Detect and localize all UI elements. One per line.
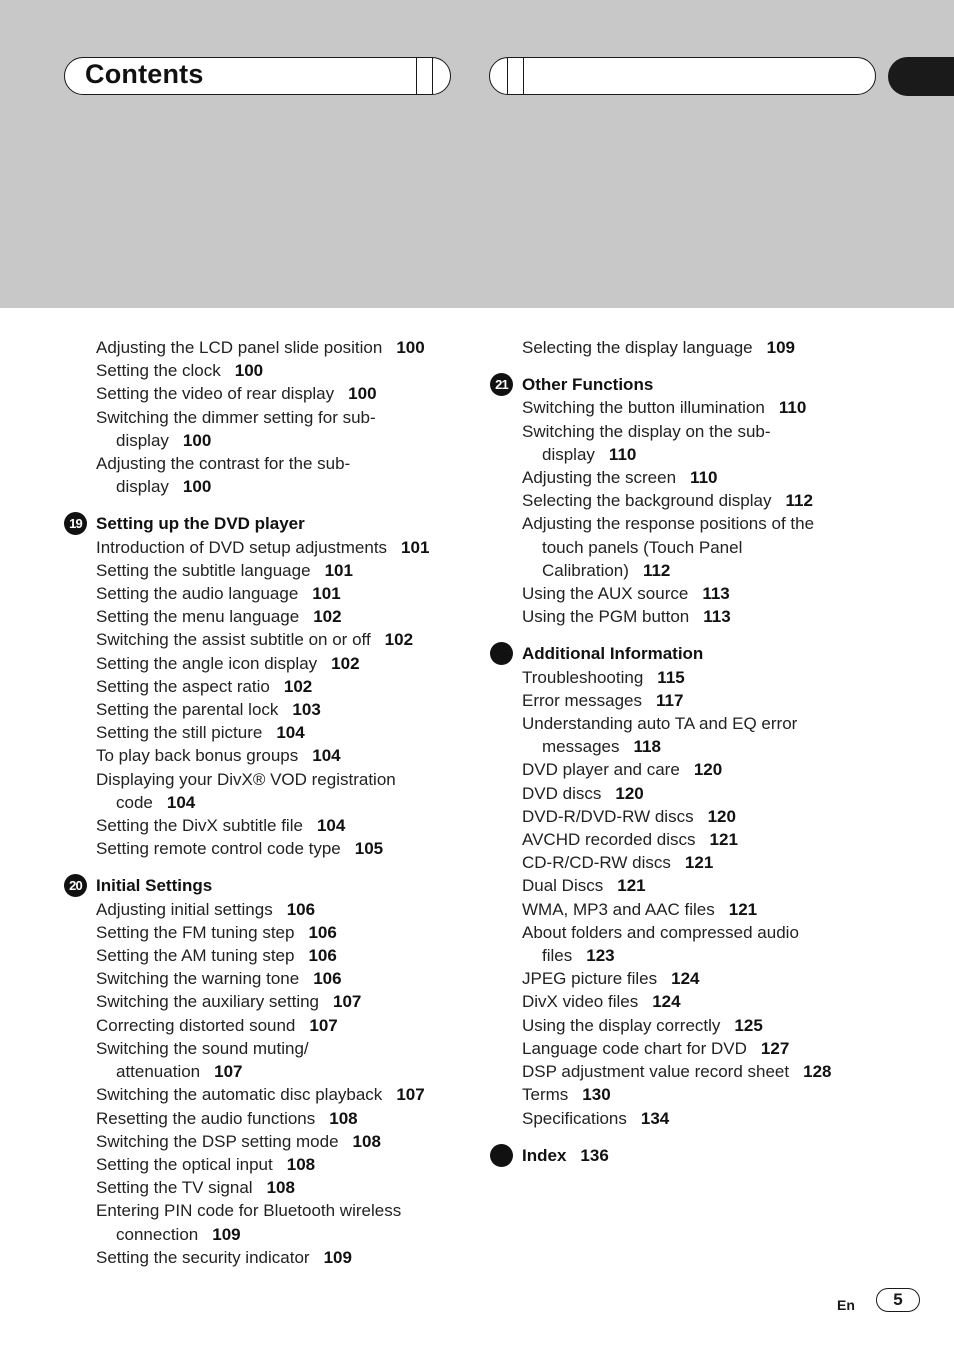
page-ref: 100 — [182, 477, 212, 497]
entry-text: Using the display correctly — [522, 1015, 721, 1035]
chapter-number-icon — [490, 642, 513, 665]
entry-text: AVCHD recorded discs — [522, 830, 696, 850]
toc-entry[interactable] — [64, 652, 464, 675]
page-ref: 109 — [323, 1247, 352, 1267]
page-ref: 120 — [707, 806, 736, 826]
toc-entry[interactable] — [64, 1153, 464, 1176]
entry-text: Troubleshooting — [522, 667, 644, 687]
entry-text: Selecting the display language — [522, 338, 753, 357]
toc-entry[interactable] — [64, 744, 464, 767]
entry-text: Setting remote control code type — [96, 839, 341, 859]
entry-text: JPEG picture files — [522, 969, 658, 989]
page-ref: 104 — [312, 746, 341, 766]
page-ref: 101 — [401, 537, 430, 557]
entry-text: Using the PGM button — [522, 607, 690, 627]
entry-text: DVD player and care — [522, 760, 680, 780]
toc-entry[interactable] — [490, 605, 890, 628]
chapter-number-icon: 21 — [490, 373, 513, 396]
toc-section-heading[interactable] — [64, 512, 464, 535]
toc-entry[interactable] — [64, 1246, 464, 1269]
page-ref: 121 — [684, 853, 714, 873]
entry-text: Selecting the background display — [522, 491, 772, 511]
blank-pill — [489, 57, 876, 95]
entry-text: Adjusting the contrast for the sub- — [96, 454, 351, 474]
toc-entry[interactable] — [64, 698, 464, 721]
section-title: Other Functions — [522, 375, 654, 395]
toc-entry[interactable] — [490, 712, 890, 758]
title-pill-notch — [416, 58, 433, 94]
toc-entry[interactable] — [490, 582, 890, 605]
toc-entry[interactable] — [490, 489, 890, 512]
toc-entry[interactable] — [64, 921, 464, 944]
page-ref: 121 — [728, 899, 758, 919]
toc-entry[interactable] — [64, 1130, 464, 1153]
page-ref: 100 — [396, 338, 425, 357]
entry-text: Using the AUX source — [522, 584, 689, 604]
section-title: Additional Information — [522, 644, 704, 664]
language-label: En — [837, 1297, 855, 1313]
entry-text: code 104 — [116, 792, 196, 812]
section-title: Initial Settings — [96, 876, 213, 896]
entry-text: Correcting distorted sound — [96, 1015, 296, 1035]
section-tab — [888, 57, 954, 96]
entry-text: connection 109 — [116, 1224, 241, 1244]
entry-text: touch panels (Touch Panel — [542, 537, 743, 557]
page-ref: 115 — [657, 667, 685, 687]
toc-entry[interactable] — [490, 1060, 890, 1083]
entry-text: Setting the FM tuning step — [96, 922, 295, 942]
entry-text: Language code chart for DVD — [522, 1038, 747, 1058]
page-ref: 109 — [766, 338, 795, 357]
entry-text: Setting the video of rear display — [96, 384, 335, 404]
toc-entry[interactable] — [64, 605, 464, 628]
page-ref: 104 — [166, 792, 196, 812]
toc-entry[interactable] — [490, 805, 890, 828]
toc-entry[interactable] — [490, 1014, 890, 1037]
entry-text: Switching the assist subtitle on or off — [96, 630, 371, 650]
title-pill — [64, 57, 451, 95]
entry-text: Adjusting the screen — [522, 468, 677, 488]
page-ref: 101 — [312, 584, 341, 604]
toc-entry[interactable] — [490, 782, 890, 805]
toc-entry[interactable] — [490, 336, 890, 359]
toc-entry[interactable] — [64, 1176, 464, 1199]
entry-text: Error messages — [522, 690, 642, 710]
page-ref: 112 — [642, 560, 671, 580]
page-ref: 102 — [384, 630, 414, 650]
page-ref: 109 — [212, 1224, 241, 1244]
page-ref: 107 — [396, 1085, 425, 1105]
page-ref: 100 — [348, 384, 377, 404]
entry-text: CD-R/CD-RW discs — [522, 853, 671, 873]
entry-text: Dual Discs — [522, 876, 604, 896]
entry-text: Setting the parental lock — [96, 700, 279, 720]
page-ref: 124 — [652, 992, 681, 1012]
toc-entry[interactable] — [64, 582, 464, 605]
page-ref: 117 — [655, 690, 684, 710]
chapter-number-icon: 20 — [64, 874, 87, 897]
entry-text: Switching the DSP setting mode — [96, 1131, 339, 1151]
toc-entry[interactable] — [64, 336, 464, 359]
toc-entry[interactable] — [490, 512, 890, 582]
entry-text: Setting the menu language — [96, 607, 300, 627]
toc-entry[interactable] — [64, 382, 464, 405]
entry-text: Specifications — [522, 1108, 627, 1128]
entry-text: Setting the AM tuning step — [96, 946, 295, 966]
page-ref: 112 — [785, 491, 813, 511]
entry-text: Setting the angle icon display — [96, 653, 318, 673]
page-ref: 108 — [352, 1131, 381, 1151]
entry-text: Entering PIN code for Bluetooth wireless — [96, 1201, 402, 1221]
page-ref: 136 — [580, 1145, 609, 1165]
page-ref: 105 — [354, 839, 384, 859]
page-ref: 128 — [803, 1062, 832, 1082]
page-ref: 121 — [709, 830, 738, 850]
page-ref: 120 — [615, 783, 644, 803]
page-ref: 106 — [308, 922, 337, 942]
entry-text: Switching the automatic disc playback — [96, 1085, 383, 1105]
toc-entry[interactable] — [490, 898, 890, 921]
page-ref: 113 — [703, 607, 731, 627]
entry-text: DVD discs — [522, 783, 602, 803]
entry-text: Switching the display on the sub- — [522, 421, 771, 441]
toc-section-heading[interactable] — [490, 1144, 890, 1167]
page-ref: 134 — [640, 1108, 670, 1128]
entry-text: display 110 — [542, 444, 637, 464]
toc-entry[interactable] — [490, 420, 890, 466]
entry-text: Resetting the audio functions — [96, 1108, 316, 1128]
entry-text: Adjusting initial settings — [96, 899, 273, 919]
toc-entry[interactable] — [64, 814, 464, 837]
toc-right-column — [490, 336, 890, 1167]
page-ref: 106 — [286, 899, 316, 919]
entry-text: Switching the auxiliary setting — [96, 992, 320, 1012]
entry-text: Setting the DivX subtitle file — [96, 816, 303, 836]
toc-entry[interactable] — [64, 559, 464, 582]
entry-text: Terms — [522, 1085, 569, 1105]
page-ref: 110 — [778, 398, 807, 418]
page-ref: 108 — [266, 1178, 295, 1198]
toc-entry[interactable] — [64, 1083, 464, 1106]
page-ref: 102 — [313, 607, 342, 627]
toc-entry[interactable] — [64, 536, 464, 559]
toc-entry[interactable] — [490, 874, 890, 897]
page-ref: 101 — [324, 560, 353, 580]
entry-text: Switching the dimmer setting for sub- — [96, 407, 376, 427]
entry-text: Switching the sound muting/ — [96, 1038, 309, 1058]
page-ref: 104 — [276, 723, 305, 743]
toc-section-heading[interactable] — [490, 373, 890, 396]
entry-text: WMA, MP3 and AAC files — [522, 899, 715, 919]
page-ref: 121 — [617, 876, 646, 896]
page-ref: 125 — [734, 1015, 763, 1035]
toc-entry[interactable] — [64, 359, 464, 382]
toc-entry[interactable] — [490, 396, 890, 419]
entry-text: files 123 — [542, 946, 615, 966]
entry-text: Introduction of DVD setup adjustments — [96, 537, 388, 557]
page-ref: 107 — [333, 992, 362, 1012]
entry-text: Setting the security indicator — [96, 1247, 310, 1267]
page-ref: 106 — [313, 969, 342, 989]
header-band — [0, 0, 954, 308]
page-ref: 104 — [316, 816, 346, 836]
page-ref: 110 — [608, 444, 637, 464]
blank-pill-notch — [507, 58, 524, 94]
entry-text: DivX video files — [522, 992, 639, 1012]
page-ref: 120 — [693, 760, 723, 780]
entry-text: Setting the still picture — [96, 723, 263, 743]
chapter-number-icon: 19 — [64, 512, 87, 535]
page-ref: 106 — [308, 946, 337, 966]
toc-entry[interactable] — [64, 967, 464, 990]
page-ref: 100 — [234, 361, 264, 381]
entry-text: Understanding auto TA and EQ error — [522, 714, 798, 734]
toc-entry[interactable] — [490, 1037, 890, 1060]
page-ref: 124 — [671, 969, 700, 989]
toc-entry[interactable] — [64, 721, 464, 744]
toc-entry[interactable] — [490, 758, 890, 781]
toc-entry[interactable] — [64, 837, 464, 860]
toc-entry[interactable] — [64, 1107, 464, 1130]
toc-entry[interactable] — [490, 666, 890, 689]
toc-entry[interactable] — [64, 944, 464, 967]
entry-text: Displaying your DivX® VOD registration — [96, 769, 396, 789]
section-title: Index — [522, 1145, 567, 1165]
page-ref: 130 — [582, 1085, 611, 1105]
toc-entry[interactable] — [64, 406, 464, 452]
entry-text: Switching the button illumination — [522, 398, 765, 418]
entry-text: messages 118 — [542, 737, 661, 757]
page-ref: 100 — [182, 430, 212, 450]
toc-entry[interactable] — [64, 898, 464, 921]
entry-text: Setting the audio language — [96, 584, 299, 604]
page-ref: 113 — [702, 584, 730, 604]
entry-text: attenuation 107 — [116, 1062, 243, 1082]
page-ref: 110 — [690, 468, 718, 488]
chapter-number-icon — [490, 1144, 513, 1167]
toc-entry[interactable] — [64, 768, 464, 814]
entry-text: Switching the warning tone — [96, 969, 300, 989]
toc-entry[interactable] — [64, 1037, 464, 1083]
page-ref: 108 — [286, 1154, 316, 1174]
page-ref: 107 — [214, 1062, 243, 1082]
page-ref: 127 — [760, 1038, 790, 1058]
entry-text: DVD-R/DVD-RW discs — [522, 806, 694, 826]
toc-entry[interactable] — [64, 675, 464, 698]
entry-text: display 100 — [116, 430, 212, 450]
toc-entry[interactable] — [490, 1083, 890, 1106]
toc-entry[interactable] — [490, 851, 890, 874]
toc-section-heading[interactable] — [64, 874, 464, 897]
entry-text: Setting the clock — [96, 361, 221, 381]
page-ref: 102 — [283, 676, 313, 696]
entry-text: Setting the optical input — [96, 1154, 273, 1174]
page-ref: 103 — [292, 700, 321, 720]
page-ref: 102 — [331, 653, 360, 673]
page-number: 5 — [876, 1288, 920, 1312]
toc-left-column — [64, 336, 464, 1269]
entry-text: About folders and compressed audio — [522, 922, 799, 942]
entry-text: DSP adjustment value record sheet — [522, 1062, 790, 1082]
entry-text: Adjusting the response positions of the — [522, 514, 815, 534]
page-ref: 118 — [633, 737, 661, 757]
entry-text: To play back bonus groups — [96, 746, 299, 766]
toc-entry[interactable] — [490, 967, 890, 990]
toc-entry[interactable] — [64, 452, 464, 498]
section-title: Setting up the DVD player — [96, 514, 305, 534]
toc-entry[interactable] — [64, 1199, 464, 1245]
page-ref: 108 — [329, 1108, 358, 1128]
toc-section-heading[interactable] — [490, 642, 890, 665]
entry-text: Adjusting the LCD panel slide position — [96, 338, 383, 357]
page-ref: 107 — [309, 1015, 338, 1035]
entry-text: display 100 — [116, 477, 212, 497]
toc-entry[interactable] — [490, 689, 890, 712]
toc-entry[interactable] — [490, 466, 890, 489]
page-title: Contents — [85, 59, 204, 89]
toc-entry[interactable] — [490, 990, 890, 1013]
entry-text: Calibration) 112 — [542, 560, 671, 580]
toc-entry[interactable] — [490, 828, 890, 851]
page-ref: 123 — [586, 946, 615, 966]
toc-entry[interactable] — [490, 1107, 890, 1130]
entry-text: Setting the TV signal — [96, 1178, 253, 1198]
toc-entry[interactable] — [64, 990, 464, 1013]
toc-entry[interactable] — [64, 628, 464, 651]
entry-text: Setting the subtitle language — [96, 560, 311, 580]
toc-entry[interactable] — [64, 1014, 464, 1037]
toc-entry[interactable] — [490, 921, 890, 967]
entry-text: Setting the aspect ratio — [96, 676, 270, 696]
